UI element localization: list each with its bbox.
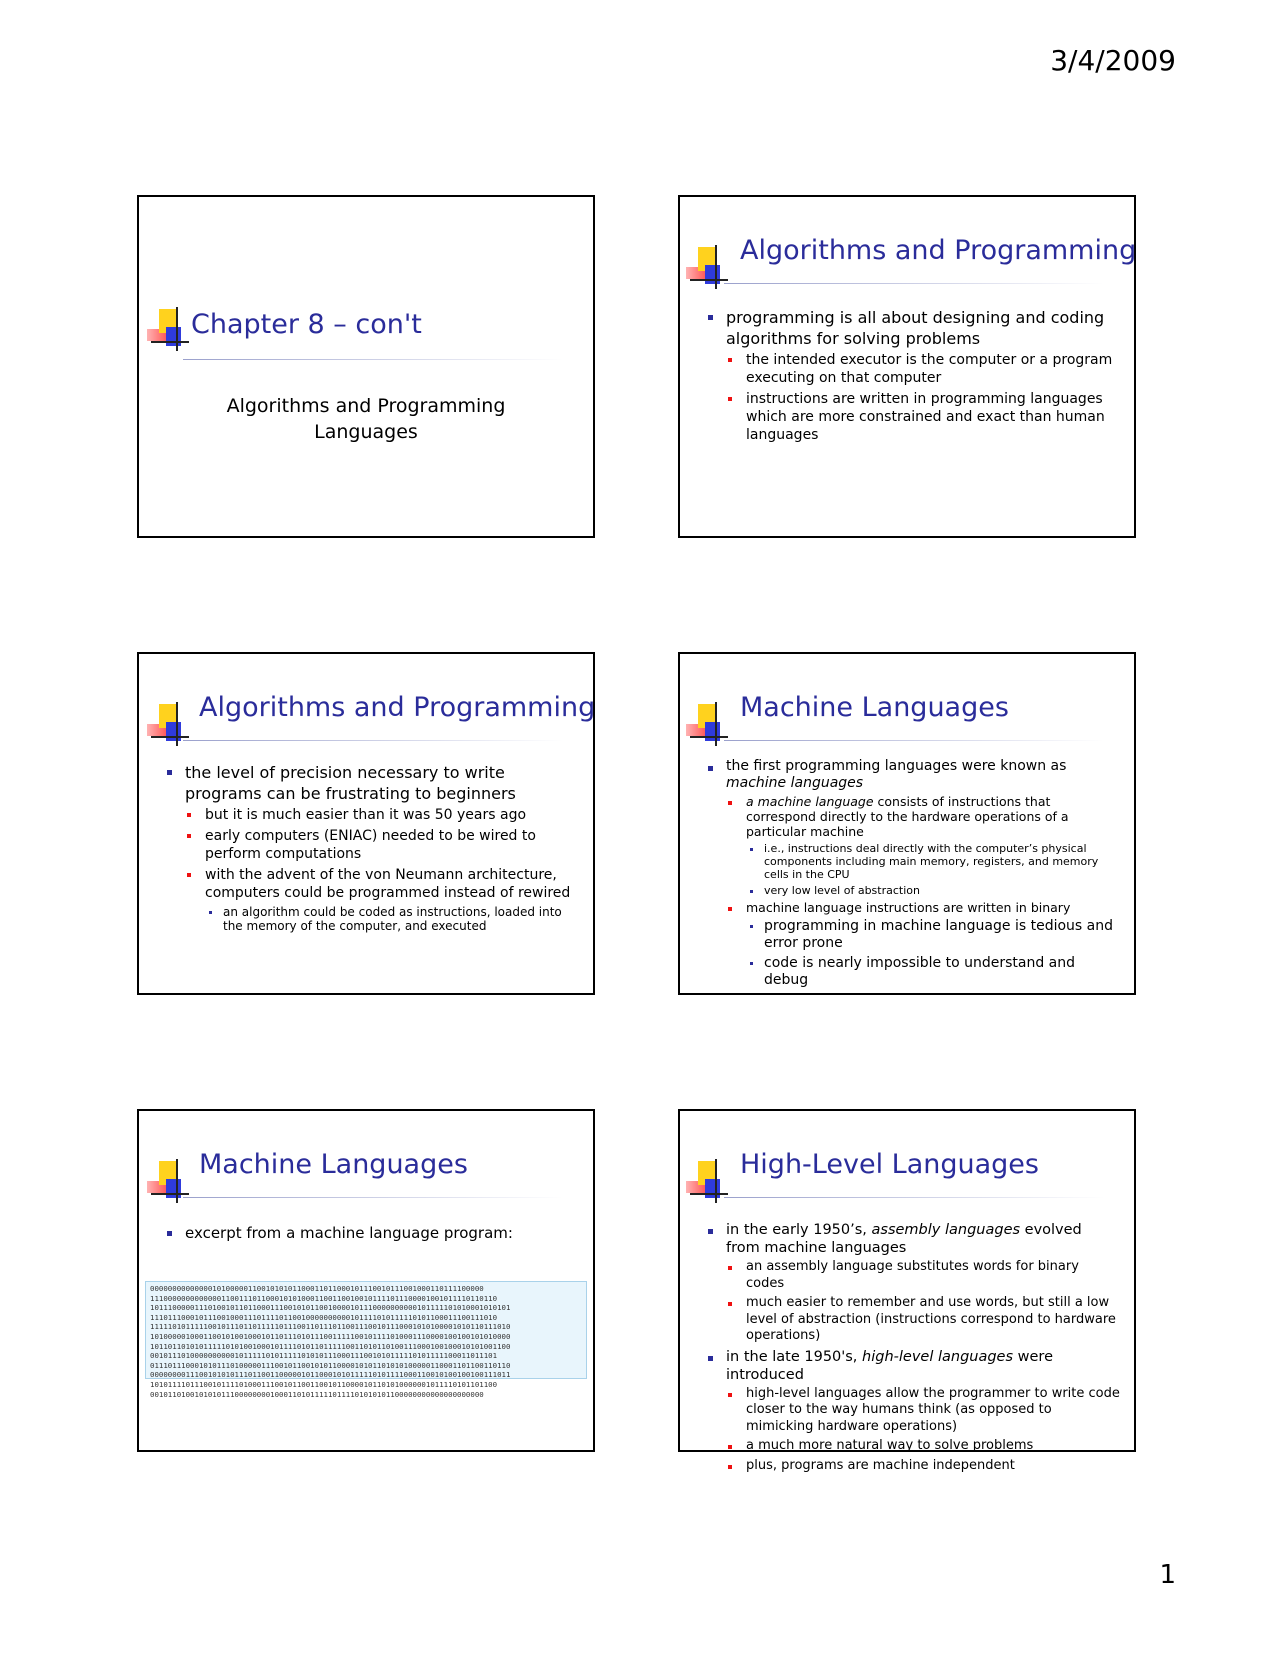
title-underline xyxy=(183,1197,563,1198)
slide-logo-icon xyxy=(686,245,728,289)
slide-logo-icon xyxy=(686,1159,728,1203)
bullet-list xyxy=(708,758,1120,992)
bullet-item: the first programming languages were known as machine languages xyxy=(708,758,1120,792)
bullet-item: an assembly language substitutes words for binary codes xyxy=(728,1259,1120,1292)
bullet-item: instructions are written in programming languages which are more constrained and exact than human languages xyxy=(728,390,1120,444)
title-underline xyxy=(724,283,1104,284)
bullet-list xyxy=(708,1221,1120,1477)
slide-subtitle xyxy=(139,393,593,445)
bullet-list xyxy=(708,307,1120,447)
slide-title: Algorithms and Programming xyxy=(740,235,1137,266)
slide-title: Machine Languages xyxy=(199,1149,468,1180)
bullet-item: with the advent of the von Neumann architecture, computers could be programmed instead of rewired xyxy=(187,866,579,902)
title-underline xyxy=(183,740,563,741)
slide-title: High-Level Languages xyxy=(740,1149,1039,1180)
bullet-item: very low level of abstraction xyxy=(750,884,1120,897)
slide-3-thumbnail xyxy=(137,652,595,995)
bullet-item: the intended executor is the computer or a program executing on that computer xyxy=(728,351,1120,387)
bullet-item: a machine language consists of instructions that correspond directly to the hardware operations of a particular machine xyxy=(728,794,1120,839)
bullet-item: excerpt from a machine language program: xyxy=(167,1223,579,1244)
bullet-item: in the late 1950's, high-level languages were introduced xyxy=(708,1348,1120,1384)
slide-6-thumbnail xyxy=(678,1109,1136,1473)
bullet-item: much easier to remember and use words, but still a low level of abstraction (instructions correspond to hardware operations) xyxy=(728,1295,1120,1345)
slide-logo-icon xyxy=(686,702,728,746)
bullet-item: the level of precision necessary to write programs can be frustrating to beginners xyxy=(167,762,579,804)
bullet-list xyxy=(167,1223,579,1246)
bullet-item: early computers (ENIAC) needed to be wired to perform computations xyxy=(187,827,579,863)
bullet-item: plus, programs are machine independent xyxy=(728,1458,1120,1475)
slide-logo-icon xyxy=(147,307,189,351)
slide-title: Machine Languages xyxy=(740,692,1009,723)
bullet-item: programming in machine language is tedious and error prone xyxy=(750,918,1120,952)
slide-5-thumbnail xyxy=(137,1109,595,1452)
bullet-list xyxy=(167,762,579,936)
title-underline xyxy=(183,359,563,360)
bullet-item: code is nearly impossible to understand and debug xyxy=(750,955,1120,989)
machine-code-excerpt: 000000000000001010000011001010101100011011000101110010111001000110111100000 111000000000000011001110110001010100011001100100101111011100001001011110110110 101110000011101001011011000111001010110010000101110000000000101111101010001010101 111011100010111001000111011110110010000000000101111010111110101100011100111010 111110101111100101110110111110111001101110110011100101110001010100001010110111010 101000001000110010100100010110111010111001111100101111010001110000100100101010000 101101101010111110101001000101111010110111110011010110100111000100100010101001100 001011101000000000010111110101111101010111000111001010111110101111100011011101 011101110001010111010000011100101100101011000010101101010100000110001101100110110 000000001110010101011101100110000010110001010111110101111000110010100100100111011 101011110111001011110100011100101100110010110000101101010000001011110101101100 001011010010101011100000000100011010111110111101010101100000000000000000000 xyxy=(145,1281,587,1379)
bullet-item: in the early 1950’s, assembly languages evolved from machine languages xyxy=(708,1221,1120,1257)
title-underline xyxy=(724,1197,1104,1198)
bullet-item: programming is all about designing and coding algorithms for solving problems xyxy=(708,307,1120,349)
slide-4-thumbnail xyxy=(678,652,1136,995)
page-number: 1 xyxy=(1159,1560,1176,1590)
bullet-item: machine language instructions are written in binary xyxy=(728,900,1120,915)
title-underline xyxy=(724,740,1104,741)
bullet-item: a much more natural way to solve problems xyxy=(728,1438,1120,1455)
page-date: 3/4/2009 xyxy=(1050,44,1176,77)
slide-2-thumbnail xyxy=(678,195,1136,538)
slide-title: Algorithms and Programming xyxy=(199,692,596,723)
bullet-item: i.e., instructions deal directly with the computer’s physical components including main memory, registers, and memory cells in the CPU xyxy=(750,842,1120,881)
slide-1-thumbnail xyxy=(137,195,595,538)
bullet-item: an algorithm could be coded as instructions, loaded into the memory of the computer, and executed xyxy=(209,905,579,933)
bullet-item: but it is much easier than it was 50 years ago xyxy=(187,806,579,824)
bullet-item: high-level languages allow the programmer to write code closer to the way humans think (as opposed to mimicking hardware operations) xyxy=(728,1386,1120,1436)
subtitle-line-1: Algorithms and Programming xyxy=(226,395,506,417)
subtitle-line-2: Languages xyxy=(314,421,418,443)
slide-title: Chapter 8 – con't xyxy=(191,309,422,340)
